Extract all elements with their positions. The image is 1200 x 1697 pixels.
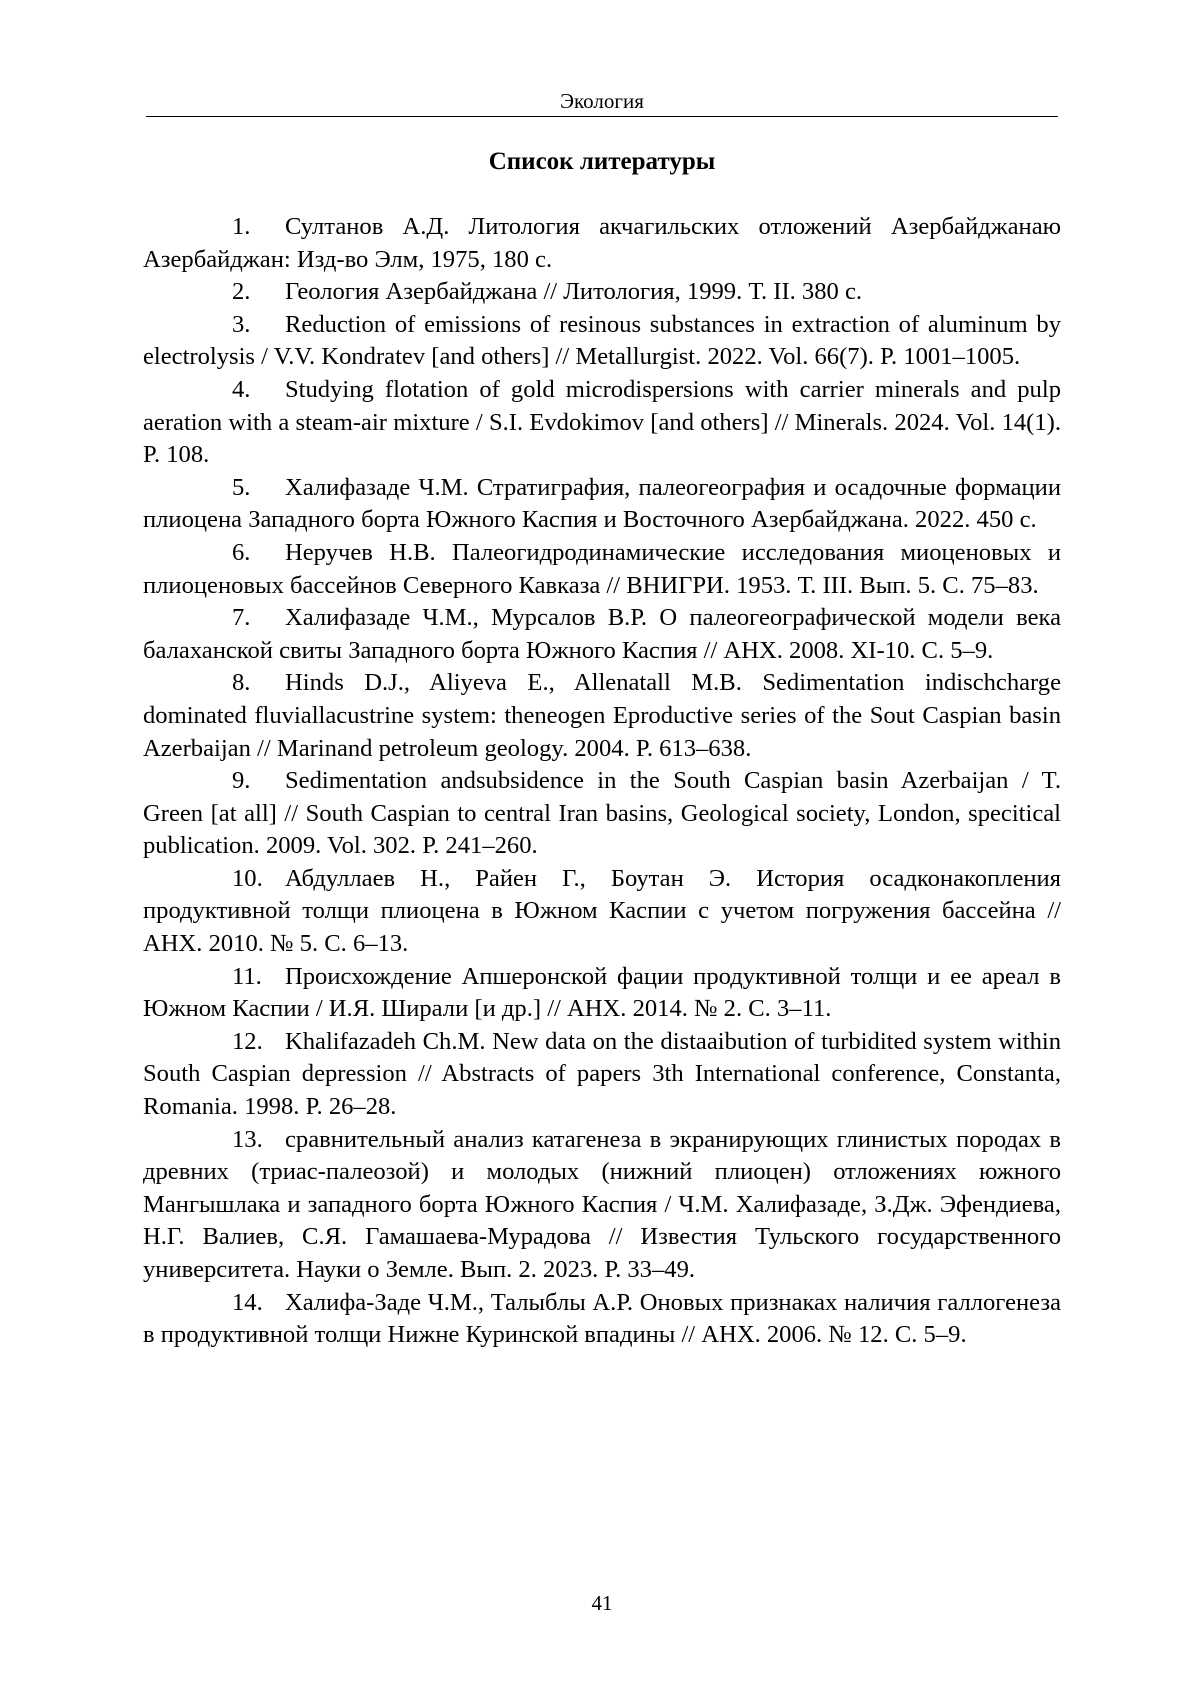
reference-item (143, 309, 1061, 374)
reference-text: Халифазаде Ч.М. Стратиграфия, палеогеография и осадочные формации плиоцена Западного борта Южного Каспия и Восточного Азербайджана. 2022. 450 с. (143, 473, 1061, 534)
reference-item (143, 374, 1061, 472)
reference-item (143, 472, 1061, 537)
page-number: 41 (591, 1591, 613, 1615)
reference-number: 12. (232, 1027, 263, 1055)
reference-item (143, 1026, 1061, 1124)
reference-list (143, 211, 1061, 1352)
reference-item (143, 863, 1061, 961)
reference-text: Происхождение Апшеронской фации продуктивной толщи и ее ареал в Южном Каспии / И.Я. Ширали [и др.] // АНХ. 2014. № 2. С. 3–11. (143, 962, 1061, 1023)
reference-item (143, 765, 1061, 863)
reference-text: Султанов А.Д. Литология акчагильских отложений Азербайджанаю Азербайджан: Изд-во Элм, 1975, 180 с. (143, 213, 1061, 273)
reference-number: 9. (232, 767, 251, 795)
reference-text: Халифа-Заде Ч.М., Талыблы А.Р. Оновых признаках наличия галлогенеза в продуктивной толщи Нижне Куринской впадины // АНХ. 2006. № 12. С. 5–9. (143, 1288, 1061, 1349)
reference-item (143, 602, 1061, 667)
reference-item (143, 537, 1061, 602)
reference-number: 13. (232, 1125, 263, 1153)
reference-number: 11. (232, 962, 262, 990)
reference-number: 14. (232, 1288, 263, 1316)
reference-text: Hinds D.J., Aliyeva E., Allenatall M.B. Sedimentation indischcharge dominated fluviallacustrine system: theneogen Eproductive series of the Sout Caspian basin Azerbaijan // Marinand petroleum geology. 2004. P. 613–638. (143, 669, 1061, 762)
section-title: Список литературы (488, 148, 716, 175)
reference-text: Абдуллаев Н., Райен Г., Боутан Э. История осадконакопления продуктивной толщи плиоцена в Южном Каспии с учетом погружения бассейна // АНХ. 2010. № 5. С. 6–13. (143, 864, 1061, 958)
reference-item (143, 961, 1061, 1026)
reference-text: Khalifazadeh Ch.M. New data on the distaaibution of turbidited system within South Caspian depression // Abstracts of papers 3th International conference, Constanta, Romania. 1998. P. 26–28. (143, 1027, 1061, 1121)
reference-number: 2. (232, 278, 251, 306)
reference-text: Sedimentation andsubsidence in the South Caspian basin Azerbaijan / T. Green [at all] // South Caspian to central Iran basins, Geological society, London, specitical publication. 2009. Vol. 302. P. 241–260. (143, 767, 1061, 860)
reference-text: Халифазаде Ч.М., Мурсалов В.Р. О палеогеографической модели века балаханской свиты Западного борта Южного Каспия // АНХ. 2008. XI-10. С. 5–9. (143, 604, 1061, 664)
reference-number: 4. (232, 375, 251, 403)
reference-text: Reduction of emissions of resinous substances in extraction of aluminum by electrolysis / V.V. Kondratev [and others] // Metallurgist. 2022. Vol. 66(7). P. 1001–1005. (143, 310, 1061, 371)
reference-number: 10. (232, 864, 263, 892)
running-header: Экология (146, 88, 1058, 117)
reference-number: 3. (232, 310, 251, 338)
reference-text: Studying flotation of gold microdispersions with carrier minerals and pulp aeration with a steam-air mixture / S.I. Evdokimov [and others] // Minerals. 2024. Vol. 14(1). P. 108. (143, 375, 1061, 469)
reference-item (143, 1124, 1061, 1287)
reference-item (143, 276, 1061, 309)
reference-text: сравнительный анализ катагенеза в экранирующих глинистых породах в древних (триас-палеозой) и молодых (нижний плиоцен) отложениях южного Мангышлака и западного борта Южного Каспия / Ч.М. Халифазаде, З.Дж. Эфендиева, Н.Г. Валиев, С.Я. Гамашаева-Мурадова // Известия Тульского государственного университета. Науки о Земле. Вып. 2. 2023. Р. 33–49. (143, 1125, 1061, 1283)
reference-text: Геология Азербайджана // Литология, 1999. Т. II. 380 с. (285, 278, 863, 306)
reference-number: 7. (232, 604, 251, 632)
reference-number: 1. (232, 213, 251, 240)
reference-number: 8. (232, 669, 251, 697)
reference-item (143, 667, 1061, 765)
reference-item (143, 211, 1061, 276)
reference-number: 6. (232, 538, 251, 566)
reference-number: 5. (232, 473, 251, 501)
reference-item (143, 1287, 1061, 1352)
reference-text: Неручев Н.В. Палеогидродинамические исследования миоценовых и плиоценовых бассейнов Северного Кавказа // ВНИГРИ. 1953. Т. III. Вып. 5. С. 75–83. (143, 538, 1061, 599)
